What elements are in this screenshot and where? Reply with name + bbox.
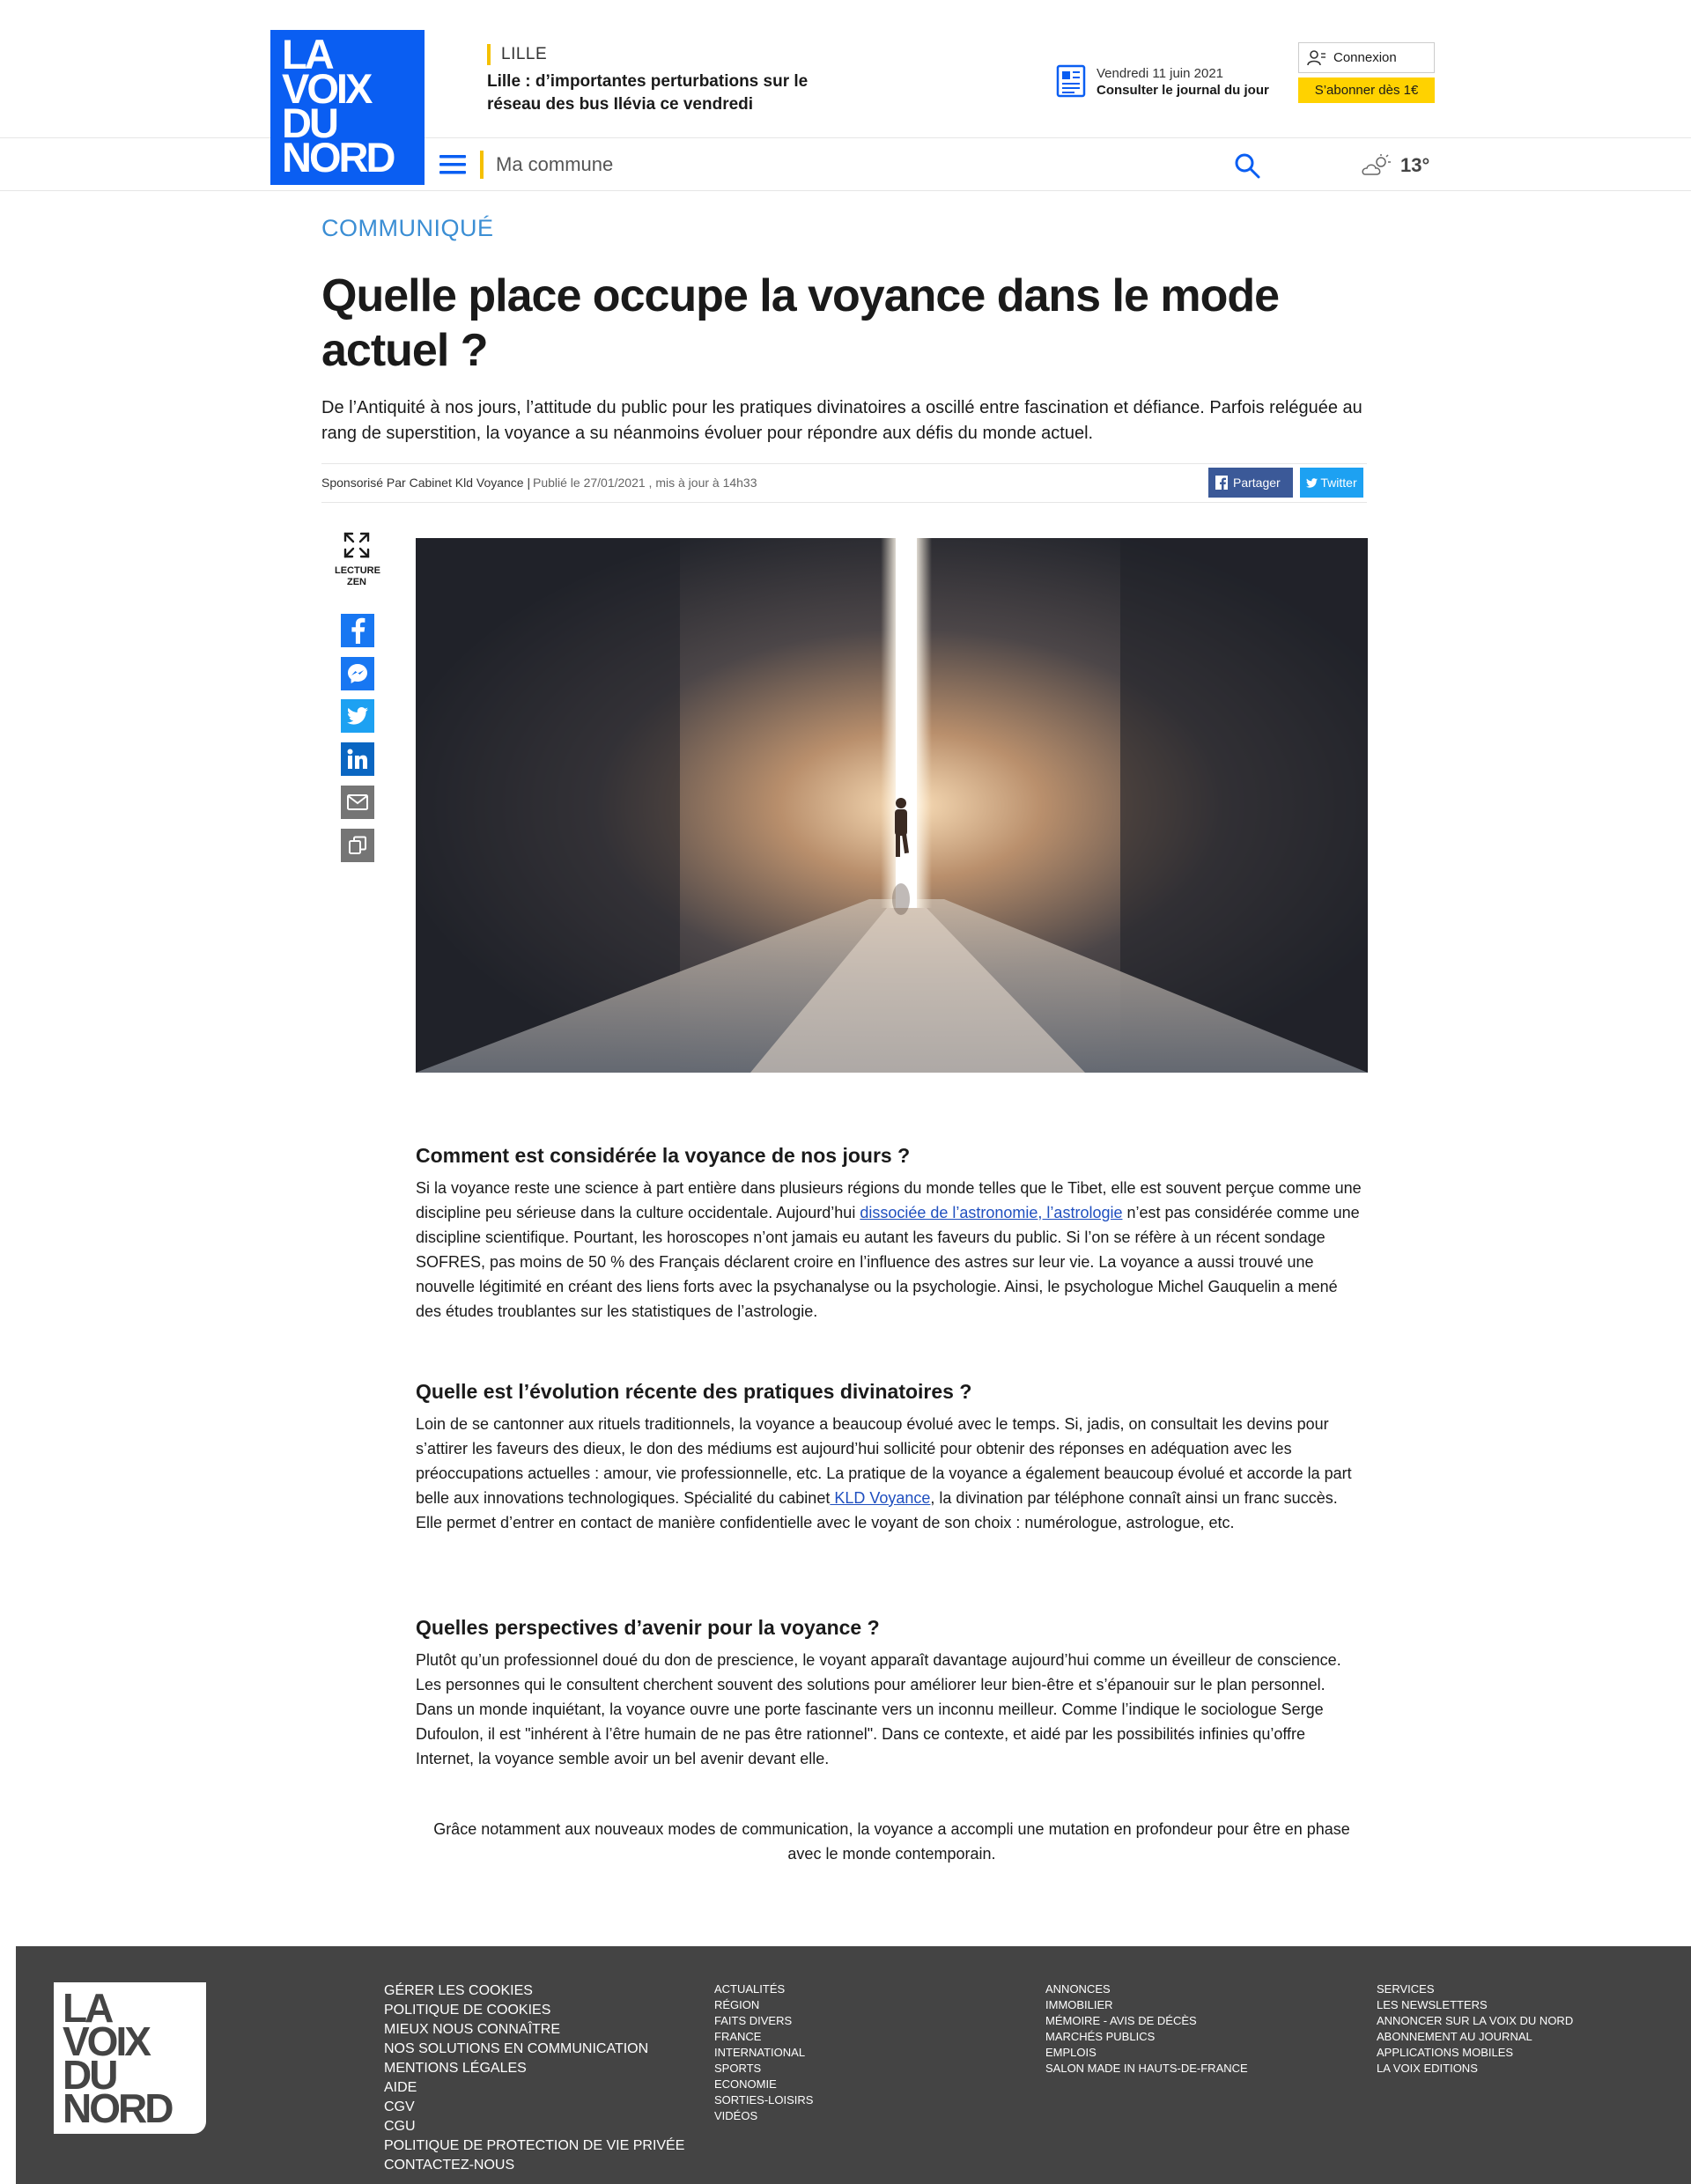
site-logo[interactable]: [270, 30, 425, 185]
article-kicker: COMMUNIQUÉ: [321, 215, 494, 241]
zen-label-2: ZEN: [347, 577, 366, 587]
article-quote: Grâce notamment aux nouveaux modes de communication, la voyance a accompli une mutation en profondeur pour être en phase avec le monde contemporain.: [433, 1820, 1350, 1863]
footer-link[interactable]: IMMOBILIER: [1045, 1998, 1113, 2011]
twitter-icon: [347, 707, 368, 725]
weather-widget[interactable]: [1362, 150, 1429, 181]
footer-link[interactable]: POLITIQUE DE COOKIES: [384, 2003, 551, 2018]
footer-logo-wordmark: LA VOIX DU NORD: [63, 1985, 172, 2131]
logo-wordmark: LA VOIX DU NORD: [282, 31, 394, 181]
publish-date: Publié le 27/01/2021 , mis à jour à 14h33: [533, 476, 757, 490]
footer-link[interactable]: RÉGION: [714, 1998, 760, 2011]
footer-link[interactable]: SERVICES: [1377, 1982, 1435, 1996]
login-label: Connexion: [1333, 50, 1397, 65]
partly-cloudy-icon: [1362, 154, 1393, 177]
kld-voyance-link[interactable]: KLD Voyance: [830, 1489, 931, 1507]
footer-link[interactable]: CGV: [384, 2099, 415, 2114]
footer-link[interactable]: FAITS DIVERS: [714, 2014, 793, 2027]
footer-link[interactable]: INTERNATIONAL: [714, 2046, 806, 2059]
facebook-icon: [1215, 476, 1228, 490]
sponsor-label: Sponsorisé Par Cabinet Kld Voyance |: [321, 476, 531, 490]
rail-facebook-button[interactable]: [341, 614, 374, 647]
section-heading: Quelles perspectives d’avenir pour la voyance ?: [416, 1616, 880, 1639]
weather-temperature: 13°: [1400, 154, 1430, 176]
footer-link[interactable]: ANNONCES: [1045, 1982, 1111, 1996]
footer-column-classifieds: [1045, 1981, 1248, 2077]
footer-logo[interactable]: [54, 1982, 206, 2134]
article-meta: [321, 463, 1367, 503]
footer-column-legal: [384, 1981, 684, 2175]
share-twitter-button[interactable]: [1300, 468, 1363, 498]
section-heading: Comment est considérée la voyance de nos jours ?: [416, 1144, 911, 1167]
footer-link[interactable]: SORTIES-LOISIRS: [714, 2093, 814, 2107]
footer-link[interactable]: APPLICATIONS MOBILES: [1377, 2046, 1514, 2059]
facebook-icon: [348, 617, 367, 644]
search-icon[interactable]: [1233, 151, 1261, 180]
footer-link[interactable]: VIDÉOS: [714, 2109, 758, 2122]
section-heading: Quelle est l’évolution récente des pratiques divinatoires ?: [416, 1380, 972, 1403]
footer-link[interactable]: FRANCE: [714, 2030, 762, 2043]
footer-link[interactable]: SPORTS: [714, 2062, 762, 2075]
article-title: Quelle place occupe la voyance dans le mode actuel ?: [321, 270, 1280, 376]
journal-date: Vendredi 11 juin 2021: [1097, 66, 1224, 81]
subscribe-button[interactable]: S’abonner dès 1€: [1298, 77, 1435, 103]
footer-link[interactable]: EMPLOIS: [1045, 2046, 1097, 2059]
flash-city[interactable]: LILLE: [487, 44, 547, 65]
linkedin-icon: [346, 748, 369, 771]
footer-link[interactable]: MIEUX NOUS CONNAÎTRE: [384, 2022, 561, 2037]
footer-link[interactable]: POLITIQUE DE PROTECTION DE VIE PRIVÉE: [384, 2138, 685, 2153]
copy-icon: [347, 835, 368, 856]
twitter-icon: [1306, 478, 1318, 488]
footer-column-sections: [714, 1981, 813, 2124]
footer-link[interactable]: NOS SOLUTIONS EN COMMUNICATION: [384, 2041, 649, 2056]
footer-link[interactable]: ANNONCER SUR LA VOIX DU NORD: [1377, 2014, 1574, 2027]
todays-journal[interactable]: [1055, 64, 1275, 100]
messenger-icon: [345, 661, 370, 686]
footer-link[interactable]: ECONOMIE: [714, 2077, 777, 2091]
commune-selector[interactable]: Ma commune: [480, 151, 613, 179]
footer-link[interactable]: SALON MADE IN HAUTS-DE-FRANCE: [1045, 2062, 1248, 2075]
site-footer: [16, 1946, 1691, 2184]
footer-column-services: [1377, 1981, 1573, 2077]
rail-twitter-button[interactable]: [341, 699, 374, 733]
article-lead: De l’Antiquité à nos jours, l’attitude du public pour les pratiques divinatoires a oscillé entre fascination et défiance. Parfois reléguée au rang de superstition, la voyance a su néanmoins évoluer pour répondre aux défis du monde actuel.: [321, 398, 1362, 443]
share-facebook-label: Partager: [1233, 476, 1281, 490]
section-paragraph: Loin de se cantonner aux rituels traditionnels, la voyance a beaucoup évolué avec le temps. Si, jadis, on consultait les devins pour s’attirer les faveurs des dieux, le don des médiums est aujourd’hui sollicité pour obtenir des réponses en adéquation avec les préoccupations actuelles : amour, vie professionnelle, etc. La pratique de la voyance a également beaucoup évolué et accorde la part belle aux innovations technologiques. Spécialité du cabinet KLD Voyance, la divination par téléphone connaît ainsi un franc succès. Elle permet d’entrer en contact de manière confidentielle avec le voyant de son choix : numérologue, astrologue, etc.: [416, 1415, 1352, 1531]
hero-image: [416, 538, 1368, 1073]
hero-illustration: [416, 538, 1368, 1073]
newspaper-icon: [1055, 64, 1087, 98]
header-top: [0, 0, 1691, 138]
article-section-2: [416, 1378, 1365, 1535]
footer-link[interactable]: CONTACTEZ-NOUS: [384, 2158, 515, 2173]
flash-headline[interactable]: Lille : d’importantes perturbations sur le réseau des bus Ilévia ce vendredi: [487, 72, 809, 114]
article-section-1: [416, 1142, 1365, 1324]
header-nav: [0, 139, 1691, 191]
journal-link[interactable]: Consulter le journal du jour: [1097, 83, 1269, 98]
email-icon: [346, 793, 369, 811]
rail-messenger-button[interactable]: [341, 657, 374, 690]
zen-label-1: LECTURE: [335, 565, 380, 576]
footer-link[interactable]: ACTUALITÉS: [714, 1982, 786, 1996]
footer-link[interactable]: MÉMOIRE - AVIS DE DÉCÈS: [1045, 2014, 1197, 2027]
footer-link[interactable]: CGU: [384, 2119, 416, 2134]
zen-reading-button[interactable]: [335, 530, 379, 587]
share-facebook-button[interactable]: [1208, 468, 1293, 498]
expand-icon: [342, 530, 372, 560]
footer-link[interactable]: LES NEWSLETTERS: [1377, 1998, 1488, 2011]
section-paragraph: Si la voyance reste une science à part entière dans plusieurs régions du monde telles que le Tibet, elle est souvent perçue comme une discipline peu sérieuse dans la culture occidentale. Aujourd’hui dissociée de l’astronomie, l’astrologie n’est pas considérée comme une discipline scientifique. Pourtant, les horoscopes n’ont jamais eu autant les faveurs du public. Si l’on se réfère à un récent sondage SOFRES, pas moins de 50 % des Français déclarent croire en l’influence des astres sur leur vie. La voyance a aussi trouvé une nouvelle légitimité en créant des liens forts avec la psychanalyse ou la psychologie. Ainsi, le psychologue Michel Gauquelin a mené des études troublantes sur les statistiques de l’astrologie.: [416, 1179, 1362, 1320]
astrology-link[interactable]: dissociée de l’astronomie, l’astrologie: [860, 1204, 1123, 1221]
article-section-3: [416, 1614, 1365, 1771]
share-twitter-label: Twitter: [1320, 476, 1357, 490]
footer-link[interactable]: AIDE: [384, 2080, 417, 2095]
footer-link[interactable]: ABONNEMENT AU JOURNAL: [1377, 2030, 1532, 2043]
footer-link[interactable]: LA VOIX EDITIONS: [1377, 2062, 1478, 2075]
user-icon: [1307, 50, 1326, 66]
footer-link[interactable]: GÉRER LES COOKIES: [384, 1983, 533, 1998]
section-paragraph: Plutôt qu’un professionnel doué du don de prescience, le voyant apparaît davantage aujourd’hui comme un éveilleur de conscience. Les personnes qui le consultent cherchent souvent des solutions pour améliorer leur bien-être et s’épanouir sur le plan personnel. Dans un monde inquiétant, la voyance ouvre une porte fascinante vers un inconnu meilleur. Comme l’indique le sociologue Serge Dufoulon, il est "inhérent à l’être humain de ne pas être rationnel". Dans ce contexte, et aidé par les possibilités infinies qu’offre Internet, la voyance semble avoir un bel avenir devant elle.: [416, 1651, 1341, 1767]
footer-link[interactable]: MARCHÉS PUBLICS: [1045, 2030, 1156, 2043]
rail-email-button[interactable]: [341, 786, 374, 819]
login-button[interactable]: [1298, 42, 1435, 73]
rail-copy-link-button[interactable]: [341, 829, 374, 862]
menu-icon[interactable]: [439, 153, 466, 176]
footer-link[interactable]: MENTIONS LÉGALES: [384, 2061, 527, 2076]
rail-linkedin-button[interactable]: [341, 742, 374, 776]
